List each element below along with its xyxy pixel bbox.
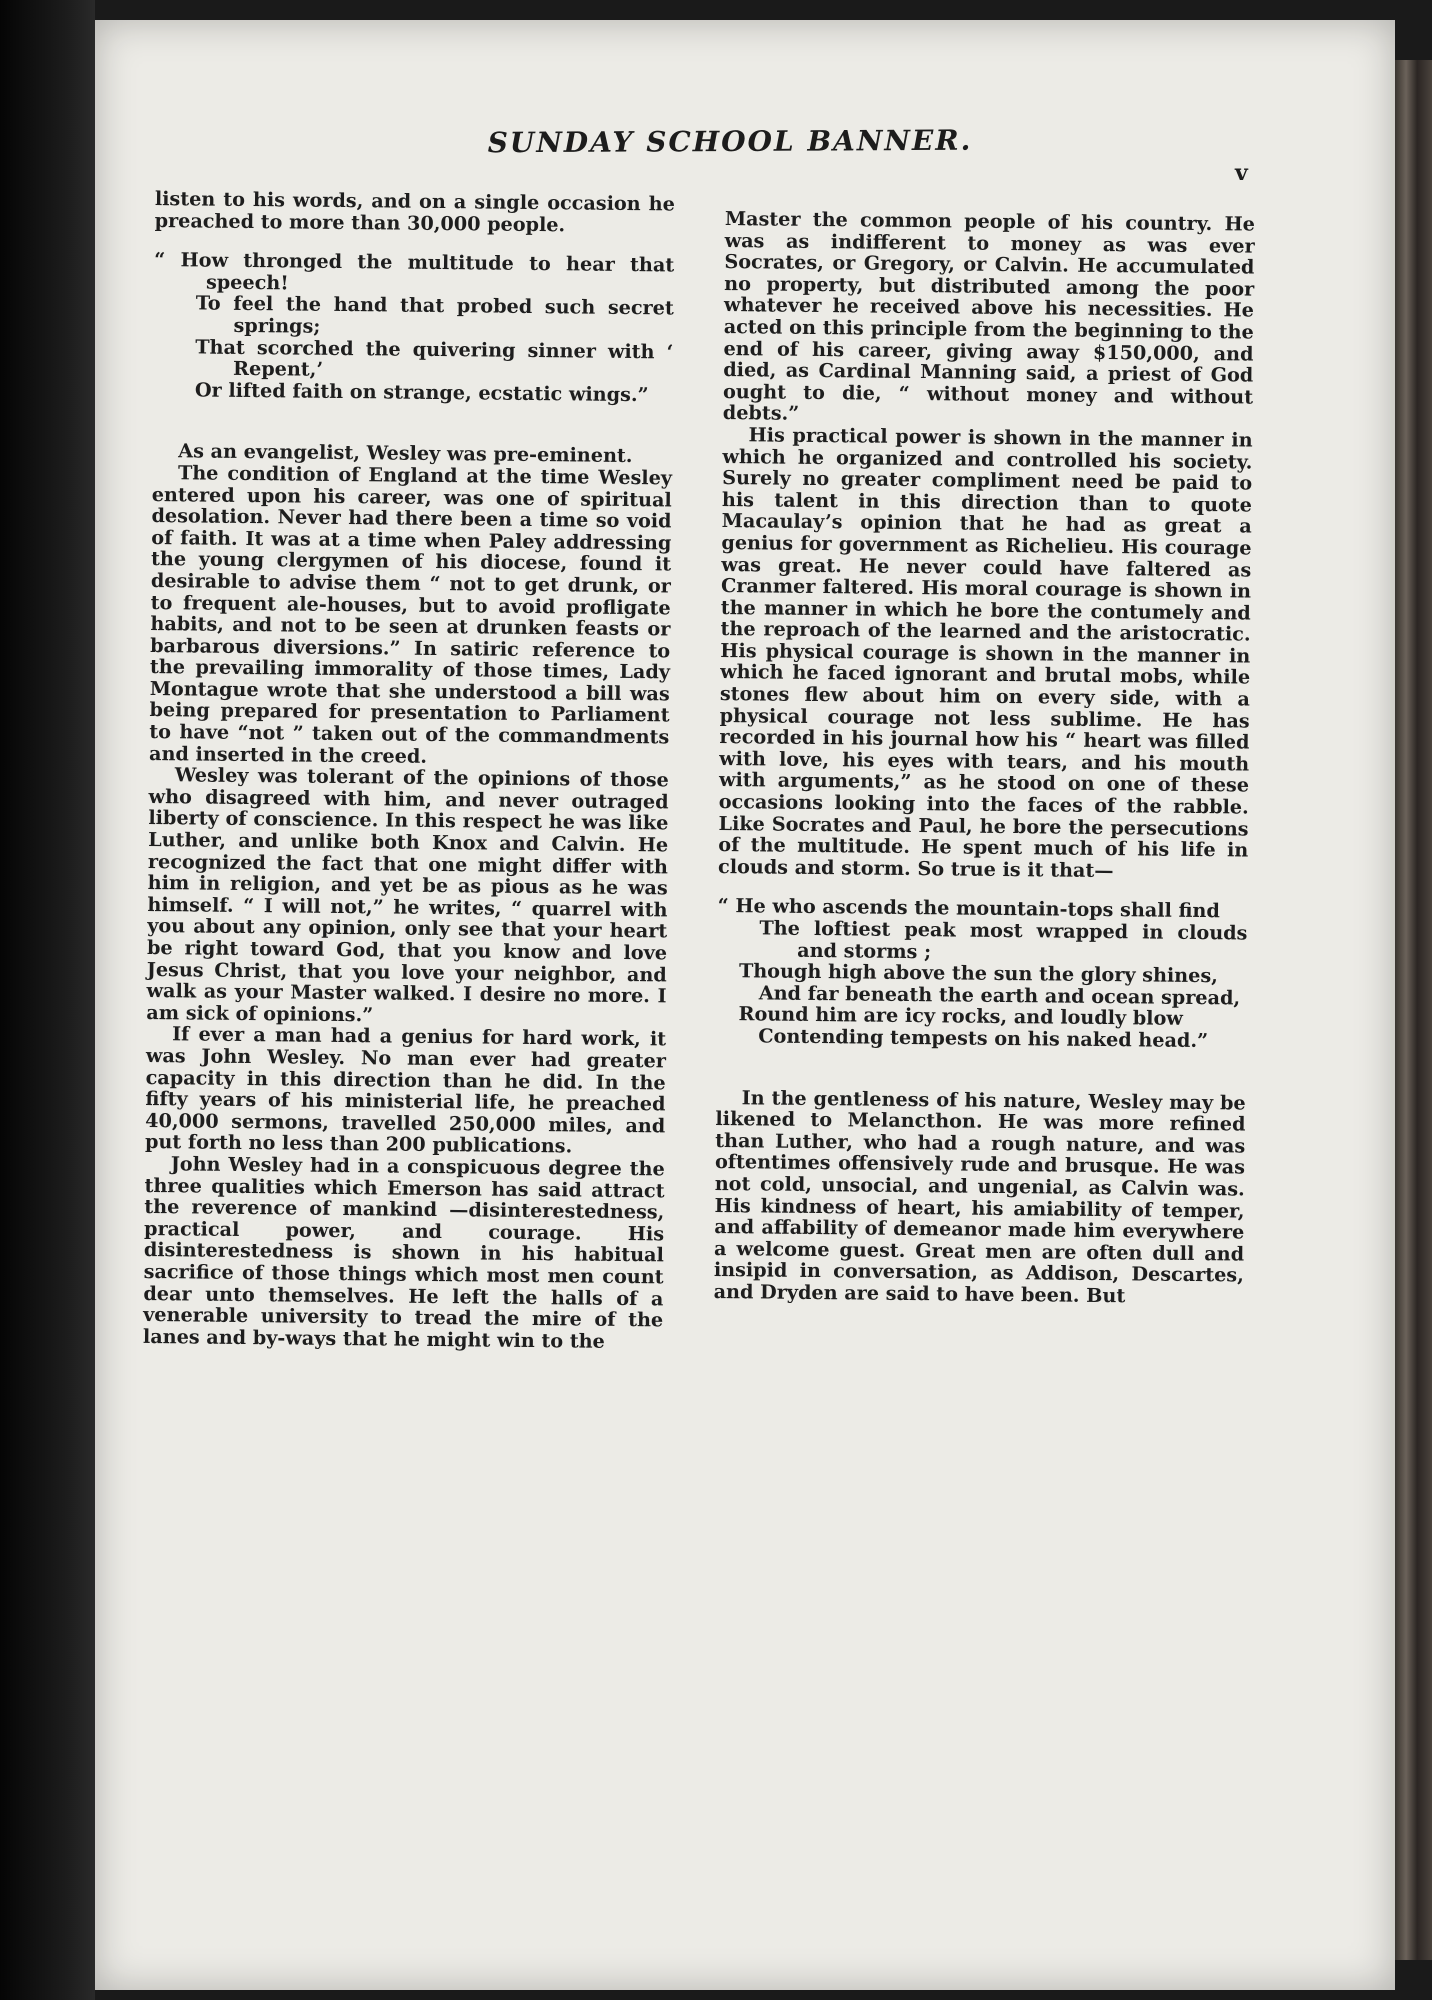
- paragraph: The condition of England at the time Wesley entered upon his career, was one of spiritual desolation. Never had there been a time so void of faith. It was at a time when Paley addressing the young clergymen of his diocese, found it desirable to advise them “ not to get drunk, or to frequent ale-houses, but to avoid profligate habits, and not to be seen at drunken feasts or barbarous diversions.” In satiric reference to the prevailing immorality of those times, Lady Montague wrote that she understood a bill was being prepared for presentation to Parliament to have “not ” taken out of the commandments and inserted in the creed.: [148, 461, 673, 768]
- poem-quote: [153, 249, 675, 406]
- page-number: v: [1235, 160, 1248, 186]
- page-edge-stack: [1395, 60, 1432, 1960]
- poem-line: Though high above the sun the glory shines,: [738, 959, 1219, 988]
- paragraph: As an evangelist, Wesley was pre-eminent.: [178, 439, 633, 468]
- poem-line: Contending tempests on his naked head.”: [758, 1024, 1209, 1053]
- paragraph: Wesley was tolerant of the opinions of those who disagreed with him, and never outraged liberty of conscience. In this respect he was like Luther, and unlike both Knox and Calvin. He recognized the fact that one might differ with him in religion, and yet be as pious as he was himself. “ I will not,” he writes, “ quarrel with you about any opinion, only see that your heart be right toward God, that you know and love Jesus Christ, that you love your neighbor, and walk as your Master walked. I desire no more. I am sick of opinions.”: [146, 763, 669, 1027]
- paragraph: If ever a man had a genius for hard work, it was John Wesley. No man ever had greater capacity in this direction than he did. In the fifty years of his ministerial life, he preached 40,000 sermons, travelled 250,000 miles, and put forth no less than 200 publications.: [144, 1022, 667, 1158]
- paragraph: Master the common people of his country. He was as indifferent to money as was ever Socrates, or Gregory, or Calvin. He accumulated no property, but distributed among the poor whatever he received above his necessities. He acted on this principle from the beginning to the end of his career, giving away $150,000, and died, as Cardinal Manning said, a priest of God ought to die, “ without money and without debts.”: [722, 207, 1255, 426]
- paragraph: His practical power is shown in the manner in which he organized and controlled his society. Surely no greater compliment need be paid to his talent in this direction than to quote Macaulay’s opinion that he had as great a genius for government as Richelieu. His courage was great. He never could have faltered as Cranmer faltered. His moral courage is shown in the manner in which he bore the contumely and the reproach of the learned and the aristocratic. His physical courage is shown in the manner in which he faced ignorant and brutal mobs, while stones flew about him on every side, with a physical courage not less sublime. He has recorded in his journal how his “ heart was filled with love, his eyes with tears, and his mouth with arguments,” as he stood on one of these occasions looking into the faces of the rabble. Like Socrates and Paul, he bore the persecutions of the multitude. He spent much of his life in clouds and storm. So true is it that—: [717, 423, 1253, 882]
- poem-quote: [716, 895, 1248, 1052]
- paragraph: listen to his words, and on a single occasion he preached to more than 30,000 people.: [154, 187, 675, 236]
- left-column: [143, 188, 675, 1353]
- poem-line: The loftiest peak most wrapped in clouds and storms ;: [759, 916, 1248, 963]
- poem-line: That scorched the quivering sinner with ‘ Repent,’: [195, 334, 674, 381]
- poem-line: To feel the hand that probed such secret springs;: [195, 291, 674, 338]
- poem-line: And far beneath the earth and ocean spread,: [758, 981, 1241, 1010]
- poem-line: “ He who ascends the mountain-tops shall find: [717, 894, 1220, 923]
- scan-left-margin: [0, 0, 95, 2000]
- poem-line: Round him are icy rocks, and loudly blow: [738, 1002, 1183, 1031]
- running-title: SUNDAY SCHOOL BANNER.: [487, 123, 973, 160]
- paragraph: In the gentleness of his nature, Wesley may be likened to Melancthon. He was more refined than Luther, who had a rough nature, and was oftentimes offensively rude and brusque. He was not cold, unsocial, and ungenial, as Calvin was. His kindness of heart, his amiability of temper, and affability of demeanor made him everywhere a welcome guest. Great men are often dull and insipid in conversation, as Addison, Descartes, and Dryden are said to have been. But: [713, 1085, 1246, 1308]
- right-column: [714, 208, 1255, 1308]
- poem-line: Or lifted faith on strange, ecstatic wings.”: [194, 378, 649, 406]
- poem-line: “ How thronged the multitude to hear that speech!: [154, 248, 675, 295]
- paragraph: John Wesley had in a conspicuous degree the three qualities which Emerson has said attract the reverence of mankind —disinterestedness, practical power, and courage. His disinterestedness is shown in his habitual sacrifice of those things which most men count dear unto themselves. He left the halls of a venerable university to tread the mire of the lanes and by-ways that he might win to the: [142, 1152, 665, 1353]
